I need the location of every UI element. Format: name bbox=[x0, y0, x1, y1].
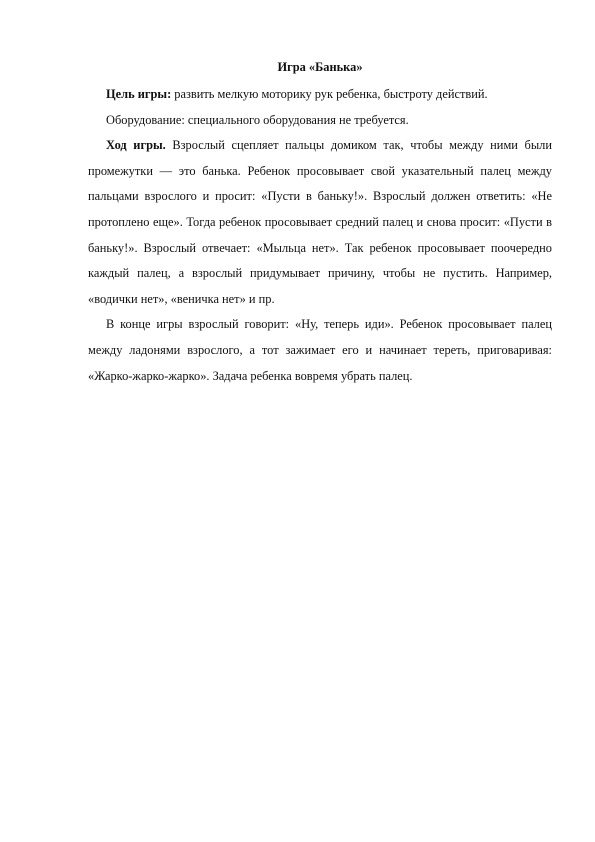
document-page bbox=[88, 56, 552, 389]
document-title: Игра «Банька» bbox=[277, 60, 363, 74]
goal-text: развить мелкую моторику рук ребенка, быстроту действий. bbox=[171, 87, 488, 101]
course-label: Ход игры. bbox=[106, 138, 166, 153]
goal-paragraph bbox=[88, 82, 552, 108]
course-text: Взрослый сцепляет пальцы домиком так, чтобы между ними были промежутки — это банька. Ребенок просовывает свой указательный палец между пальцами взрослого и просит: «Пусти в баньку!». Взрослый должен ответить: «Не протоплено еще». Тогда ребенок просовывает средний палец и снова просит: «Пусти в баньку!». Взрослый отвечает: «Мыльца нет». Так ребенок просовывает поочередно каждый палец, а взрослый придумывает причину, чтобы не пустить. Например, «водички нет», «веничка нет» и пр. bbox=[88, 138, 552, 306]
course-paragraph bbox=[88, 133, 552, 312]
ending-paragraph: В конце игры взрослый говорит: «Ну, теперь иди». Ребенок просовывает палец между ладонями взрослого, а тот зажимает его и начинает тереть, приговаривая: «Жарко-жарко-жарко». Задача ребенка вовремя убрать палец. bbox=[88, 317, 552, 383]
equipment-paragraph: Оборудование: специального оборудования не требуется. bbox=[106, 112, 409, 127]
goal-label: Цель игры: bbox=[106, 87, 172, 101]
